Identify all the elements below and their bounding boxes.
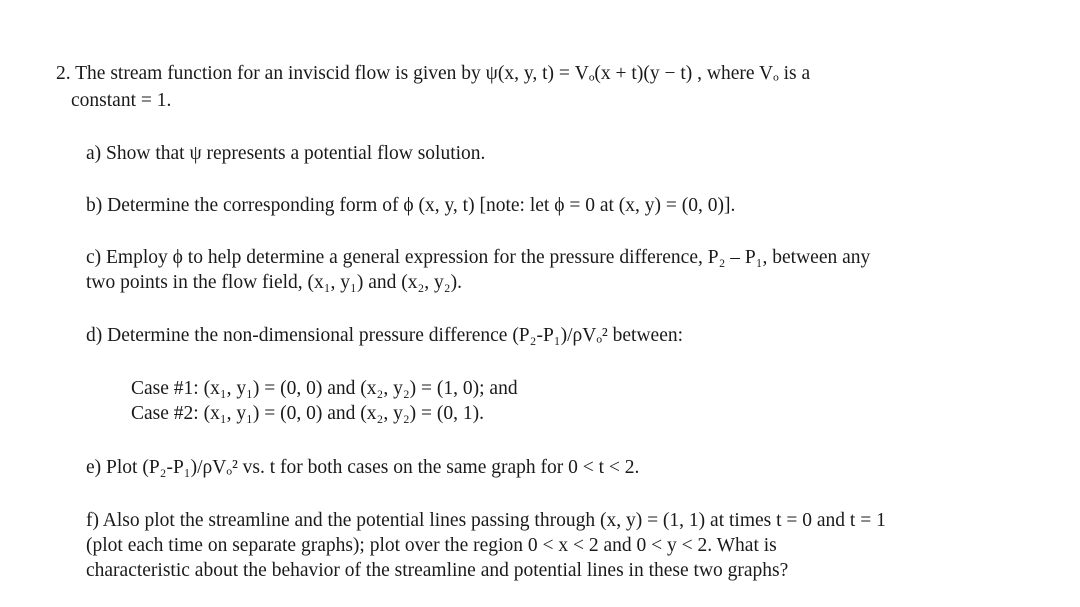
part-f-line-3: characteristic about the behavior of the streamline and potential lines in these two graphs? xyxy=(86,560,789,581)
problem-intro-line-1: 2. The stream function for an inviscid flow is given by ψ(x, y, t) = Vₒ(x + t)(y − t) , where Vₒ is a xyxy=(56,63,811,84)
part-c-line-2: two points in the flow field, (x₁, y₁) and (x₂, y₂). xyxy=(86,272,462,293)
part-f-line-2: (plot each time on separate graphs); plot over the region 0 < x < 2 and 0 < y < 2. What is xyxy=(86,535,777,556)
part-e: e) Plot (P₂-P₁)/ρVₒ² vs. t for both cases on the same graph for 0 < t < 2. xyxy=(86,457,640,478)
part-c-line-1: c) Employ ϕ to help determine a general expression for the pressure difference, P₂ – P₁, between any xyxy=(86,247,871,268)
problem-intro-line-2: constant = 1. xyxy=(71,90,172,111)
part-f-line-1: f) Also plot the streamline and the potential lines passing through (x, y) = (1, 1) at times t = 0 and t = 1 xyxy=(86,510,886,531)
part-d: d) Determine the non-dimensional pressure difference (P₂-P₁)/ρVₒ² between: xyxy=(86,325,684,346)
part-a: a) Show that ψ represents a potential flow solution. xyxy=(86,143,486,164)
part-b: b) Determine the corresponding form of ϕ (x, y, t) [note: let ϕ = 0 at (x, y) = (0, 0)]. xyxy=(86,195,736,216)
case-1: Case #1: (x₁, y₁) = (0, 0) and (x₂, y₂) = (1, 0); and xyxy=(131,378,518,399)
case-2: Case #2: (x₁, y₁) = (0, 0) and (x₂, y₂) = (0, 1). xyxy=(131,403,484,424)
